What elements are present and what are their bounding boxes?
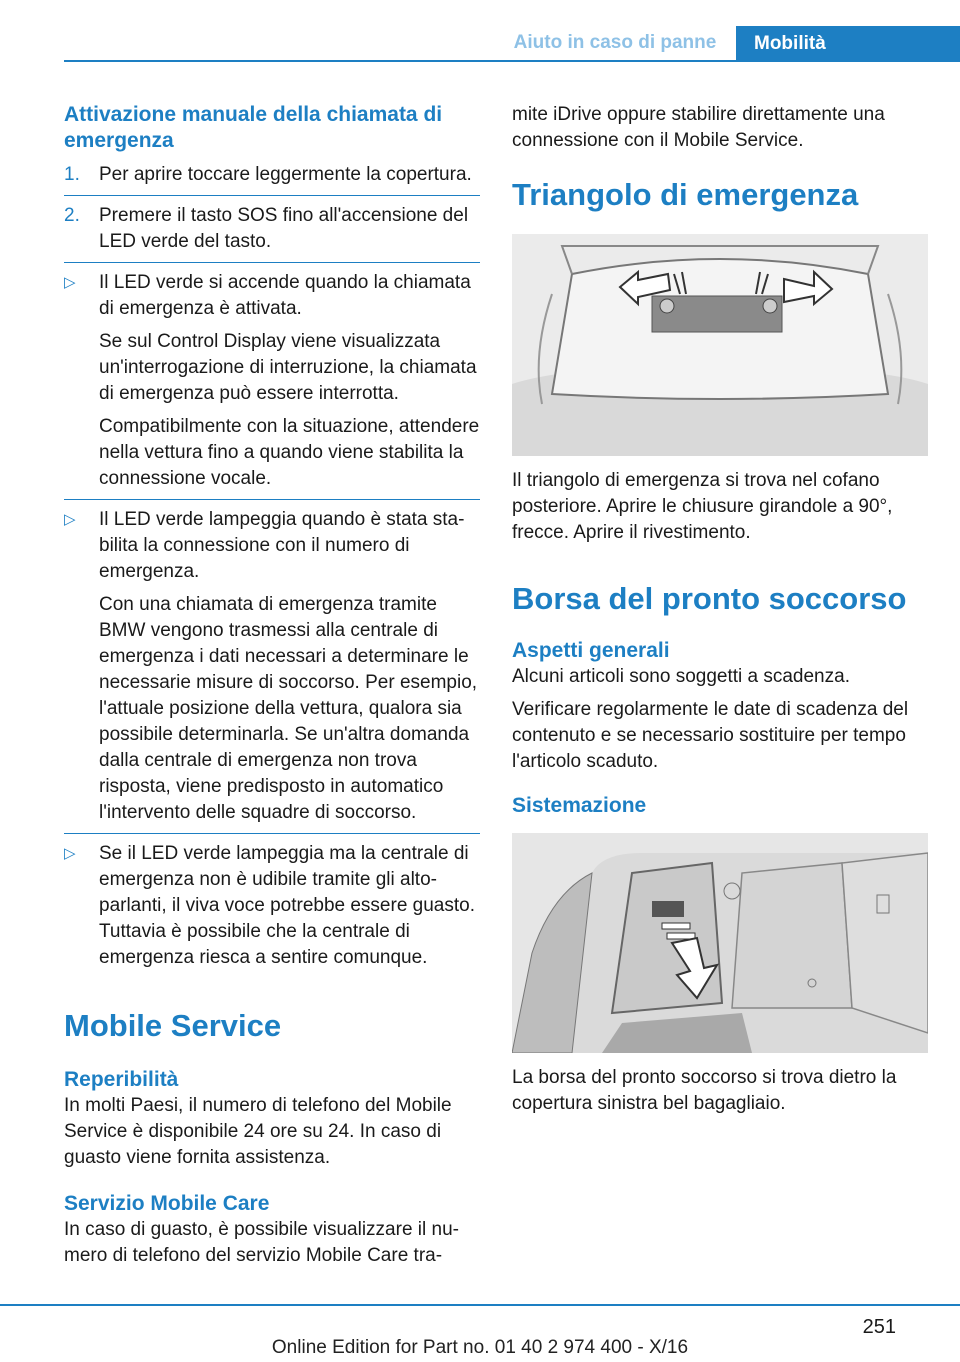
reach-heading: Reperibilità xyxy=(64,1068,179,1091)
trunk-lid-icon xyxy=(512,234,928,456)
bullet-text: Compatibilmente con la situazione, attendere nella vettura fino a quando viene stabilita la connessione vocale. xyxy=(99,416,480,489)
footer-rule xyxy=(0,1304,960,1306)
triangle-bullet-icon: ▷ xyxy=(64,845,76,862)
care-heading: Servizio Mobile Care xyxy=(64,1192,270,1215)
divider xyxy=(64,499,480,500)
mobile-service-heading: Mobile Service xyxy=(64,1008,282,1043)
triangle-bullet-icon: ▷ xyxy=(64,511,76,528)
trunk-interior-icon xyxy=(512,833,928,1053)
step-1 xyxy=(64,162,480,188)
step-text: Premere il tasto SOS fino all'accensione del LED verde del tasto. xyxy=(99,205,469,252)
edition-footer: Online Edition for Part no. 01 40 2 974 400 - X/16 xyxy=(271,1337,689,1358)
divider xyxy=(64,833,480,834)
warning-triangle-illustration xyxy=(512,234,928,456)
bullet-text: Se il LED verde lampeggia ma la centrale di emergenza non è udibile tramite gli altoparlanti, il viva voce potrebbe essere guasto. Tuttavia è possibile che la centrale di emergenza riesca a sentire comunque. xyxy=(99,843,475,968)
step-text: Per aprire toccare leggermente la copertura. xyxy=(99,164,472,185)
triangle-heading: Triangolo di emergenza xyxy=(512,177,859,212)
section-tab[interactable]: Aiuto in caso di panne xyxy=(513,32,717,53)
bullet-text: Il LED verde lampeggia quando è stata stabilita la connessione con il numero di emergenza. xyxy=(99,509,465,582)
bullet-text: Il LED verde si accende quando la chiamata di emergenza è attivata. xyxy=(99,272,471,319)
manual-call-heading: Attivazione manuale della chiamata di emergenza xyxy=(64,103,443,152)
left-column xyxy=(64,102,480,1276)
triangle-bullet-icon: ▷ xyxy=(64,274,76,291)
chapter-tab[interactable]: Mobilità xyxy=(736,26,960,61)
bullet-text: Se sul Control Display viene visualizzata un'interrogazione di interruzione, la chiamata di emergenza può essere interrotta. xyxy=(99,331,477,404)
reach-text: In molti Paesi, il numero di telefono del Mobile Service è disponibile 24 ore su 24. In caso di guasto viene fornita assistenza. xyxy=(64,1095,452,1168)
general-text-2: Verificare regolarmente le date di scadenza del contenuto e se necessario sostituire per tempo l'articolo scaduto. xyxy=(512,699,909,772)
first-aid-location-illustration xyxy=(512,833,928,1053)
placement-text: La borsa del pronto soccorso si trova dietro la copertura sinistra bel bagagliaio. xyxy=(512,1067,897,1114)
step-2 xyxy=(64,203,480,255)
page-number: 251 xyxy=(862,1316,896,1338)
divider xyxy=(64,262,480,263)
care-text: In caso di guasto, è possibile visualizzare il numero di telefono del servizio Mobile Care tra- xyxy=(64,1219,459,1266)
triangle-text: Il triangolo di emergenza si trova nel cofano posteriore. Aprire le chiusure girandole a 90°, frecce. Aprire il rivestimento. xyxy=(512,470,893,543)
right-column xyxy=(512,102,928,1124)
step-number: 2. xyxy=(64,205,80,226)
first-aid-heading: Borsa del pronto soccorso xyxy=(512,581,907,616)
step-number: 1. xyxy=(64,164,80,185)
bullet-item xyxy=(64,270,480,492)
continued-text: mite iDrive oppure stabilire direttamente una connessione con il Mobile Service. xyxy=(512,104,885,151)
placement-heading: Sistemazione xyxy=(512,794,647,817)
general-text-1: Alcuni articoli sono soggetti a scadenza. xyxy=(512,666,850,687)
bullet-item xyxy=(64,841,480,971)
bullet-item xyxy=(64,507,480,826)
bullet-text: Con una chiamata di emergenza tramite BMW vengono trasmessi alla centrale di emergenza i dati necessari a determinare le necessarie misure di soccorso. Per esempio, l'attuale posizione della vettura, qualora sia possibile determinarla. Se un'altra domanda dalla centrale di emergenza non trova risposta, viene predisposto in automatico l'intervento delle squadre di soccorso. xyxy=(99,594,478,823)
general-heading: Aspetti generali xyxy=(512,639,670,662)
divider xyxy=(64,195,480,196)
